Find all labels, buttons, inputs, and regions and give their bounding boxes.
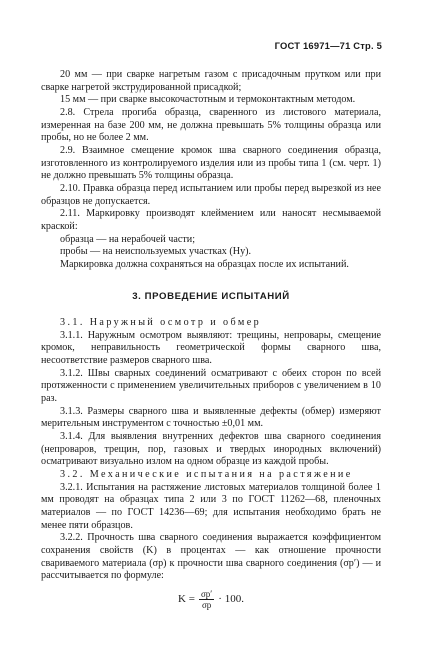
paragraph-2-11-sample: образца — на нерабочей части;: [60, 233, 196, 245]
formula: [41, 589, 381, 610]
paragraph-3-1-4: 3.1.4. Для выявления внутренних дефектов шва сварного соединения (непроваров, трещин, пор, газовых и твердых инородных включений) осматривают визуально излом на одном образце из каждой пробы.: [41, 431, 381, 468]
subsection-title-3-1: 3.1. Наружный осмотр и обмер: [60, 317, 262, 329]
paragraph-2-9: 2.9. Взаимное смещение кромок шва сварного соединения образца, изготовленного из контролируемого изделия или из пробы типа 1 (см. черт. 1) не должно превышать 5% толщины образца.: [41, 144, 381, 182]
paragraph-3-1-2: 3.1.2. Швы сварных соединений осматривают с обеих сторон по всей протяженности с применением увеличительных приборов с увеличением в 10 раз.: [41, 367, 381, 405]
paragraph-3-2-1: 3.2.1. Испытания на растяжение листовых материалов толщиной более 1 мм проводят на образцах типа 2 или 3 по ГОСТ 11262—68, пленочных материалов — по ГОСТ 14236—69; для испытания необходимо брать не менее пяти образцов.: [41, 481, 381, 531]
formula-denominator: σр: [201, 599, 212, 610]
formula-lhs: K =: [178, 593, 195, 606]
subsection-title-3-2: 3.2. Механические испытания на растяжение: [60, 469, 353, 481]
paragraph-3-1-1: 3.1.1. Наружным осмотром выявляют: трещины, непровары, смещение кромок, неправильность геометрической формы сварного шва, несоответствие размеров сварного шва.: [41, 329, 381, 367]
paragraphs-top: [41, 69, 381, 272]
formula-fraction: [199, 589, 214, 610]
paragraph-2-11-probe: пробы — на неиспользуемых участках (Hy).: [60, 246, 252, 258]
document-body: [41, 69, 381, 610]
paragraph-3-1-3: 3.1.3. Размеры сварного шва и выявленные дефекты (обмер) измеряют мерительным инструментом с точностью ±0,01 мм.: [41, 405, 381, 430]
paragraph-3-2-2: 3.2.2. Прочность шва сварного соединения выражается коэффициентом сохранения свойств (K) в процентах — как отношение прочности свариваемого материала (σр) к прочности шва сварного соединения (σр′) — и рассчитывается по формуле:: [41, 532, 381, 582]
section-title: 3. ПРОВЕДЕНИЕ ИСПЫТАНИЙ: [132, 290, 290, 302]
paragraph-2-8: 2.8. Стрела прогиба образца, сваренного из листового материала, измеренная на базе 200 мм, не должна превышать 5% толщины образца или пробы, но не более 2 мм.: [41, 106, 381, 144]
paragraph-welding-gas: 20 мм — при сварке нагретым газом с присадочным прутком или при сварке нагретой экструдированной присадкой;: [41, 69, 381, 93]
page-header: ГОСТ 16971—71 Стр. 5: [274, 40, 382, 51]
formula-rhs: · 100.: [218, 593, 244, 606]
paragraph-2-10: 2.10. Правка образца перед испытанием или пробы перед вырезкой из нее образцов не допускается.: [41, 182, 381, 207]
paragraph-welding-hf: 15 мм — при сварке высокочастотным и термоконтактным методом.: [60, 94, 356, 106]
paragraph-2-11: 2.11. Маркировку производят клеймением или наносят несмываемой краской:: [41, 208, 381, 232]
paragraph-2-11-marking: Маркировка должна сохраняться на образцах после их испытаний.: [60, 258, 349, 270]
formula-numerator: σр′: [200, 588, 213, 599]
